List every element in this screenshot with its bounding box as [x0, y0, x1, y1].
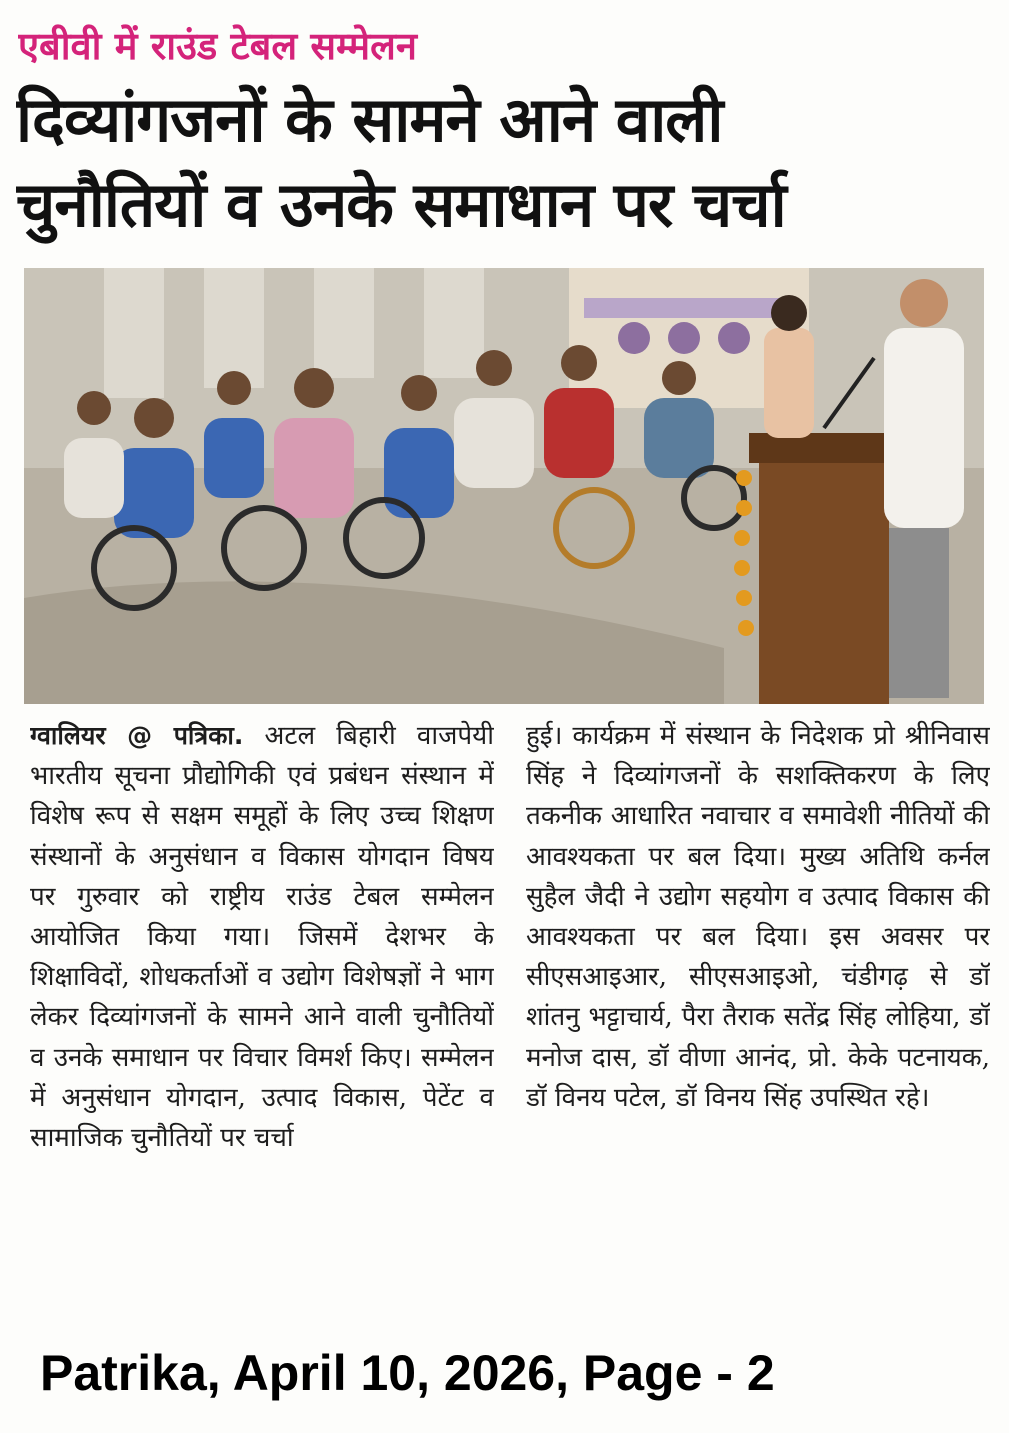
source-citation: Patrika, April 10, 2026, Page - 2 — [40, 1345, 775, 1401]
article-dateline: ग्वालियर @ पत्रिका. — [30, 721, 244, 750]
article-headline-line-2: चुनौतियों व उनके समाधान पर चर्चा — [16, 168, 786, 241]
article-photo — [24, 268, 984, 704]
article-kicker: एबीवी में राउंड टेबल सम्मेलन — [18, 24, 417, 68]
article-body-right-text: हुई। कार्यक्रम में संस्थान के निदेशक प्रो श्रीनिवास सिंह ने दिव्यांगजनों के सशक्तिकरण के लिए तकनीक आधारित नवाचार व समावेशी नीतियों की आवश्यकता पर बल दिया। मुख्य अतिथि कर्नल सुहैल जैदी ने उद्योग सहयोग व उत्पाद विकास की आवश्यकता पर बल दिया। इस अवसर पर सीएसआइआर, सीएसआइओ, चंडीगढ़ से डॉ शांतनु भट्टाचार्य, पैरा तैराक सतेंद्र सिंह लोहिया, डॉ मनोज दास, डॉ वीणा आनंद, प्रो. केके पटनायक, डॉ विनय पटेल, डॉ विनय सिंह उपस्थित रहे। — [526, 721, 990, 1113]
article-body-left-text: अटल बिहारी वाजपेयी भारतीय सूचना प्रौद्योगिकी एवं प्रबंधन संस्थान में विशेष रूप से सक्षम समूहों के लिए उच्च शिक्षण संस्थानों के अनुसंधान व विकास योगदान विषय पर गुरुवार को राष्ट्रीय राउंड टेबल सम्मेलन आयोजित किया गया। जिसमें देशभर के शिक्षाविदों, शोधकर्ताओं व उद्योग विशेषज्ञों ने भाग लेकर दिव्यांगजनों के सामने आने वाली चुनौतियों व उनके समाधान पर विचार विमर्श किए। सम्मेलन में अनुसंधान योगदान, उत्पाद विकास, पेटेंट व सामाजिक चुनौतियों पर चर्चा — [30, 721, 494, 1154]
article-body-column-right — [526, 716, 990, 1316]
article-headline-line-1: दिव्यांगजनों के सामने आने वाली — [16, 83, 723, 156]
article-body-column-left — [30, 716, 494, 1316]
conference-photo-illustration — [24, 268, 984, 704]
